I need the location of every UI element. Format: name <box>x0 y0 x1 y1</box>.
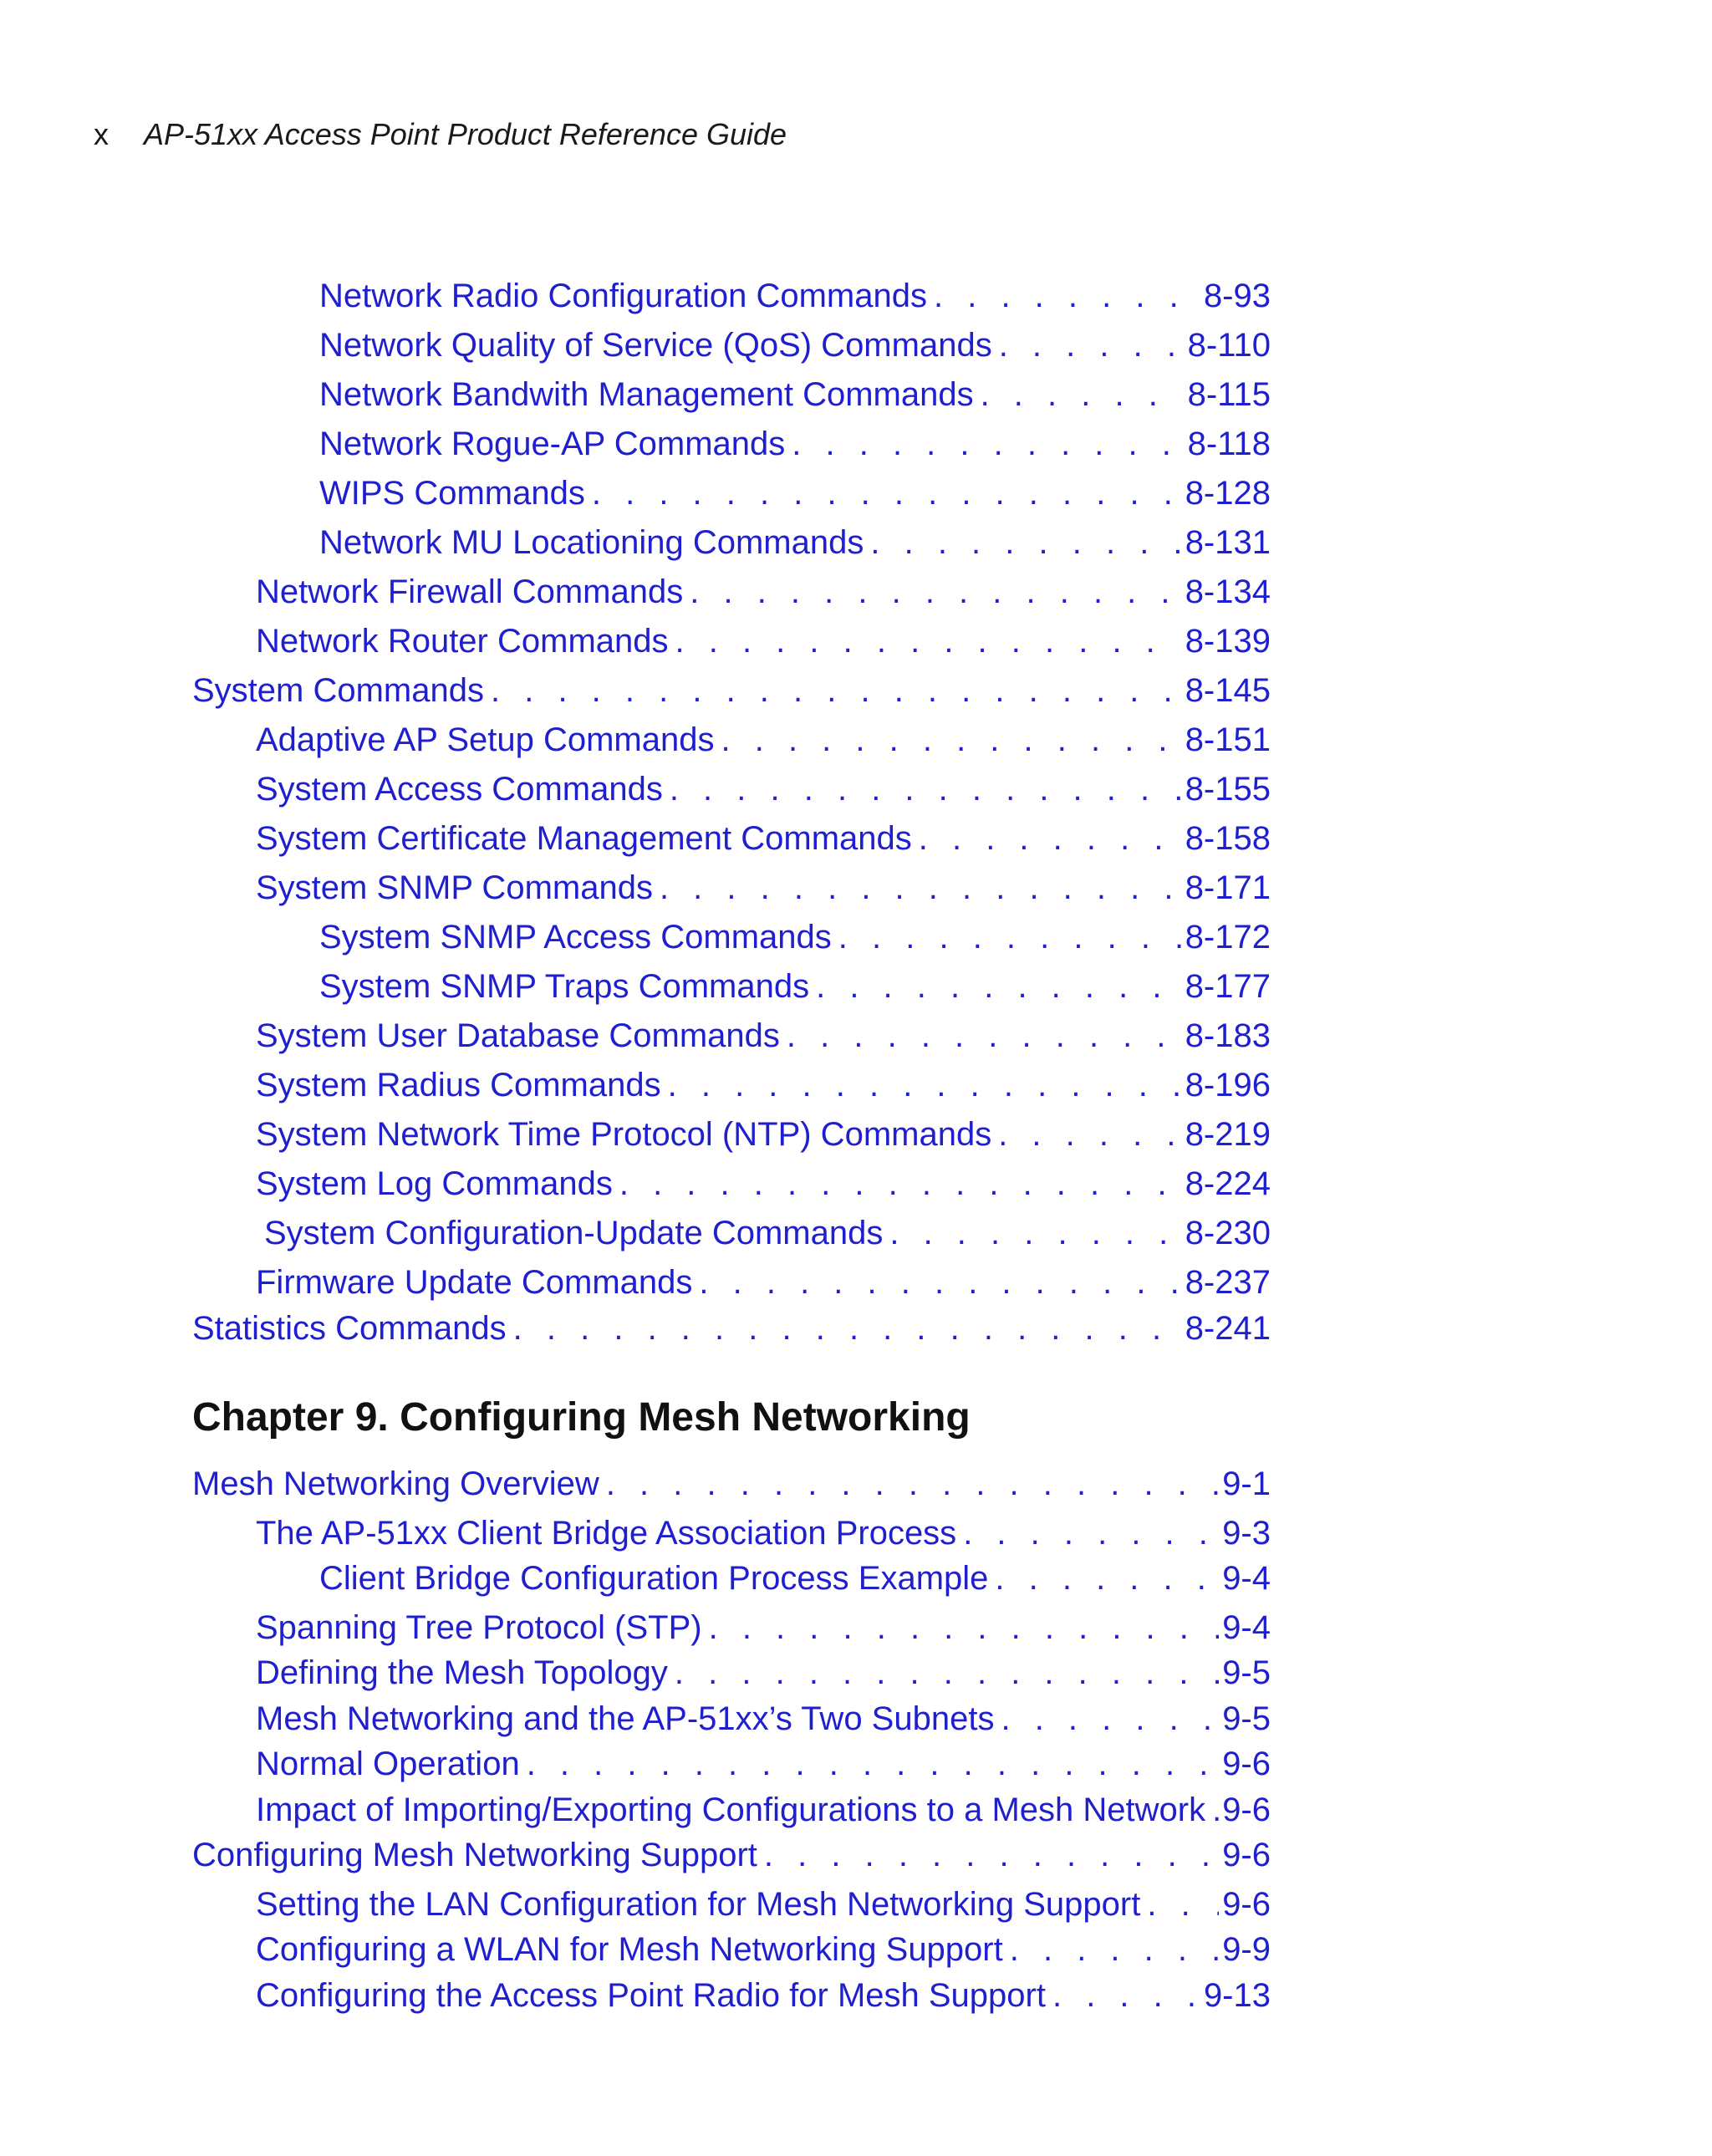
toc-entry-page: 8-172 <box>1185 919 1271 956</box>
toc-entry-page: 9-13 <box>1203 1977 1271 2014</box>
leader-dots <box>1001 1699 1219 1739</box>
toc-entry[interactable] <box>256 1653 1271 1693</box>
leader-dots <box>709 1608 1220 1648</box>
toc-entry[interactable] <box>319 424 1271 464</box>
toc-entry-title: Adaptive AP Setup Commands <box>256 721 715 758</box>
toc-entry-page: 8-110 <box>1187 327 1271 364</box>
toc-entry[interactable] <box>319 917 1271 957</box>
toc-entry-title: Firmware Update Commands <box>256 1264 693 1301</box>
toc-entry-title: Defining the Mesh Topology <box>256 1654 668 1691</box>
toc-entry-title: System User Database Commands <box>256 1017 780 1054</box>
toc-entry[interactable] <box>256 572 1271 612</box>
toc-entry[interactable] <box>256 1699 1271 1739</box>
toc-entry-page: 9-6 <box>1222 1746 1271 1782</box>
toc-entry[interactable] <box>319 966 1271 1007</box>
toc-entry-title: Client Bridge Configuration Process Example <box>319 1560 989 1597</box>
toc-entry-title: Configuring Mesh Networking Support <box>192 1837 757 1873</box>
toc-entry-page: 9-5 <box>1222 1700 1271 1737</box>
toc-entry[interactable] <box>192 1835 1271 1875</box>
toc-entry-title: Impact of Importing/Exporting Configurations to a Mesh Network <box>256 1792 1206 1828</box>
toc-entry[interactable] <box>192 1308 1271 1348</box>
leader-dots <box>792 424 1184 464</box>
leader-dots <box>527 1744 1220 1784</box>
toc-entry[interactable] <box>256 1513 1271 1553</box>
toc-entry[interactable] <box>192 670 1271 711</box>
toc-entry-page: 9-5 <box>1222 1654 1271 1691</box>
leader-dots <box>606 1464 1219 1504</box>
toc-entry-page: 8-158 <box>1185 820 1271 857</box>
toc-entry-title: System SNMP Access Commands <box>319 919 832 956</box>
toc-entry[interactable] <box>319 375 1271 415</box>
toc-entry-title: WIPS Commands <box>319 475 585 512</box>
toc-entry[interactable] <box>256 769 1271 809</box>
chapter-heading: Chapter 9. Configuring Mesh Networking <box>192 1395 971 1440</box>
leader-dots <box>675 1653 1219 1693</box>
toc-entry-title: Configuring a WLAN for Mesh Networking Support <box>256 1931 1003 1968</box>
toc-entry-title: System Commands <box>192 672 484 709</box>
leader-dots <box>491 670 1182 711</box>
toc-entry-title: Network Firewall Commands <box>256 573 684 610</box>
leader-dots <box>934 276 1200 316</box>
toc-entry[interactable] <box>319 473 1271 513</box>
toc-entry-page: 8-145 <box>1185 672 1271 709</box>
toc-entry-title: Network Rogue-AP Commands <box>319 426 786 462</box>
toc-entry-title: Configuring the Access Point Radio for Mesh Support <box>256 1977 1046 2014</box>
toc-entry[interactable] <box>256 1065 1271 1105</box>
leader-dots <box>675 621 1182 661</box>
leader-dots <box>1052 1975 1200 2016</box>
toc-entry-title: Normal Operation <box>256 1746 520 1782</box>
toc-entry-page: 9-3 <box>1222 1515 1271 1552</box>
toc-entry-page: 8-134 <box>1185 573 1271 610</box>
toc-entry-page: 8-237 <box>1185 1264 1271 1301</box>
toc-entry-title: Statistics Commands <box>192 1310 507 1347</box>
toc-entry[interactable] <box>256 1929 1271 1970</box>
toc-entry[interactable] <box>264 1213 1271 1253</box>
toc-entry[interactable] <box>319 522 1271 563</box>
toc-entry[interactable] <box>256 1884 1271 1924</box>
leader-dots <box>999 325 1185 365</box>
toc-entry[interactable] <box>256 1016 1271 1056</box>
leader-dots <box>981 375 1185 415</box>
leader-dots <box>592 473 1182 513</box>
toc-entry-title: Setting the LAN Configuration for Mesh Networking Support <box>256 1886 1141 1923</box>
toc-entry-title: The AP-51xx Client Bridge Association Process <box>256 1515 957 1552</box>
toc-entry[interactable] <box>256 1114 1271 1154</box>
toc-entry-title: System Configuration-Update Commands <box>264 1215 884 1251</box>
toc-entry-page: 8-177 <box>1185 968 1271 1005</box>
leader-dots <box>619 1164 1182 1204</box>
toc-entry-page: 8-115 <box>1187 376 1271 413</box>
toc-entry-page: 8-171 <box>1185 869 1271 906</box>
leader-dots <box>995 1558 1219 1598</box>
toc-entry-title: System Network Time Protocol (NTP) Commands <box>256 1116 992 1153</box>
leader-dots <box>670 769 1182 809</box>
toc-entry[interactable] <box>256 1608 1271 1648</box>
toc-entry-page: 8-131 <box>1185 524 1271 561</box>
leader-dots <box>838 917 1182 957</box>
toc-entry-page: 9-9 <box>1222 1931 1271 1968</box>
toc-entry-page: 8-241 <box>1185 1310 1271 1347</box>
toc-entry[interactable] <box>256 1262 1271 1302</box>
toc-entry-page: 8-219 <box>1185 1116 1271 1153</box>
leader-dots <box>1212 1790 1219 1830</box>
leader-dots <box>963 1513 1219 1553</box>
toc-entry-title: System Log Commands <box>256 1165 613 1202</box>
toc-entry-title: System Radius Commands <box>256 1067 661 1103</box>
leader-dots <box>660 868 1182 908</box>
toc-entry[interactable] <box>256 720 1271 760</box>
leader-dots <box>513 1308 1182 1348</box>
leader-dots <box>889 1213 1181 1253</box>
toc-entry-title: Spanning Tree Protocol (STP) <box>256 1609 702 1646</box>
toc-entry-page: 9-6 <box>1222 1837 1271 1873</box>
toc-entry[interactable] <box>256 1744 1271 1784</box>
toc-entry-title: Mesh Networking and the AP-51xx’s Two Subnets <box>256 1700 995 1737</box>
toc-entry-title: System Certificate Management Commands <box>256 820 912 857</box>
toc-entry[interactable] <box>319 1558 1271 1598</box>
toc-entry-title: System SNMP Commands <box>256 869 653 906</box>
toc-entry-page: 9-4 <box>1222 1609 1271 1646</box>
toc-entry-page: 9-6 <box>1222 1886 1271 1923</box>
leader-dots <box>690 572 1181 612</box>
toc-entry-page: 8-151 <box>1185 721 1271 758</box>
book-title: AP-51xx Access Point Product Reference Guide <box>144 117 787 151</box>
toc-entry[interactable] <box>319 325 1271 365</box>
toc-entry-page: 8-139 <box>1185 623 1271 660</box>
leader-dots <box>721 720 1181 760</box>
toc-entry-page: 9-6 <box>1222 1792 1271 1828</box>
toc-entry[interactable] <box>256 1975 1271 2016</box>
toc-entry-page: 8-196 <box>1185 1067 1271 1103</box>
leader-dots <box>699 1262 1181 1302</box>
toc-entry-page: 8-224 <box>1185 1165 1271 1202</box>
toc-entry-page: 9-1 <box>1222 1465 1271 1502</box>
toc-entry-title: System Access Commands <box>256 771 663 808</box>
leader-dots <box>1147 1884 1219 1924</box>
toc-entry[interactable] <box>256 868 1271 908</box>
toc-entry[interactable] <box>256 621 1271 661</box>
toc-entry-page: 8-155 <box>1185 771 1271 808</box>
toc-entry-page: 9-4 <box>1222 1560 1271 1597</box>
leader-dots <box>919 818 1182 859</box>
leader-dots <box>816 966 1182 1007</box>
toc-entry-title: Network Quality of Service (QoS) Commands <box>319 327 992 364</box>
toc-entry[interactable] <box>256 1164 1271 1204</box>
page-number: x <box>94 117 109 151</box>
toc-entry-page: 8-230 <box>1185 1215 1271 1251</box>
leader-dots <box>1010 1929 1219 1970</box>
toc-entry-page: 8-183 <box>1185 1017 1271 1054</box>
leader-dots <box>998 1114 1181 1154</box>
toc-entry-title: System SNMP Traps Commands <box>319 968 810 1005</box>
toc-entry-title: Network MU Locationing Commands <box>319 524 864 561</box>
toc-entry-title: Network Router Commands <box>256 623 669 660</box>
toc-entry-title: Mesh Networking Overview <box>192 1465 599 1502</box>
toc-entry-page: 8-93 <box>1203 278 1271 314</box>
toc-entry-page: 8-128 <box>1185 475 1271 512</box>
toc-entry-title: Network Bandwith Management Commands <box>319 376 974 413</box>
leader-dots <box>870 522 1181 563</box>
toc-entry[interactable] <box>319 276 1271 316</box>
toc-entry-title: Network Radio Configuration Commands <box>319 278 927 314</box>
toc-entry[interactable] <box>256 1790 1271 1830</box>
leader-dots <box>668 1065 1182 1105</box>
leader-dots <box>764 1835 1219 1875</box>
leader-dots <box>787 1016 1182 1056</box>
toc-entry[interactable] <box>192 1464 1271 1504</box>
running-header <box>94 117 787 152</box>
toc-entry-page: 8-118 <box>1187 426 1271 462</box>
toc-entry[interactable] <box>256 818 1271 859</box>
